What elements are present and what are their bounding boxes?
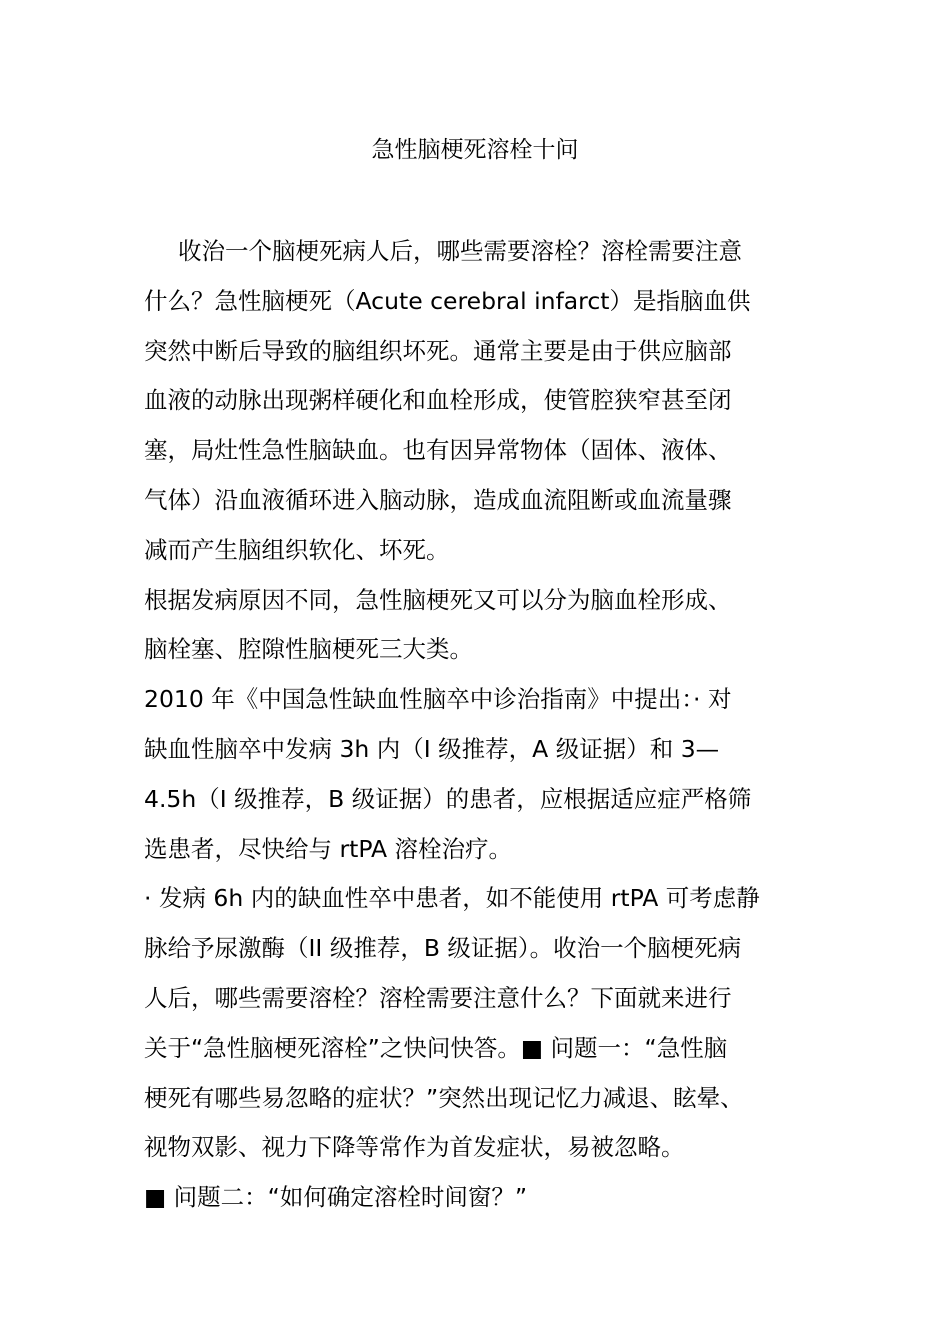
body-line: 收治一个脑梗死病人后，哪些需要溶栓？溶栓需要注意 (178, 237, 742, 265)
document-title: 急性脑梗死溶栓十问 (371, 137, 579, 163)
body-line: 4.5h（I 级推荐，B 级证据）的患者，应根据适应症严格筛 (144, 784, 752, 813)
body-line: 2010 年《中国急性缺血性脑卒中诊治指南》中提出：· 对 (144, 685, 732, 714)
body-line: 减而产生脑组织软化、坏死。 (144, 535, 450, 564)
body-line: 气体）沿血液循环进入脑动脉，造成血流阻断或血流量骤 (144, 485, 732, 514)
body-line: ■ 问题二：“如何确定溶栓时间窗？” (144, 1183, 528, 1212)
body-line: 关于“急性脑梗死溶栓”之快问快答。■ 问题一：“急性脑 (144, 1033, 728, 1062)
body-line: 血液的动脉出现粥样硬化和血栓形成，使管腔狭窄甚至闭 (144, 386, 732, 415)
body-line: 突然中断后导致的脑组织坏死。通常主要是由于供应脑部 (144, 336, 732, 365)
body-line: 塞，局灶性急性脑缺血。也有因异常物体（固体、液体、 (144, 436, 732, 465)
body-line: 什么？急性脑梗死（Acute cerebral infarct）是指脑血供 (144, 286, 751, 315)
body-line: 人后，哪些需要溶栓？溶栓需要注意什么？下面就来进行 (144, 983, 732, 1012)
body-line: 梗死有哪些易忽略的症状？”突然出现记忆力减退、眩晕、 (144, 1083, 744, 1112)
body-line: 视物双影、视力下降等常作为首发症状，易被忽略。 (144, 1133, 685, 1162)
body-line: 脉给予尿激酶（II 级推荐，B 级证据）。收治一个脑梗死病 (144, 934, 742, 963)
body-line: · 发病 6h 内的缺血性卒中患者，如不能使用 rtPA 可考虑静 (144, 884, 760, 913)
body-line: 根据发病原因不同，急性脑梗死又可以分为脑血栓形成、 (144, 585, 732, 614)
body-line: 缺血性脑卒中发病 3h 内（I 级推荐，A 级证据）和 3— (144, 734, 720, 763)
body-line: 选患者，尽快给与 rtPA 溶栓治疗。 (144, 834, 513, 863)
document-body (144, 227, 809, 1223)
body-line: 脑栓塞、腔隙性脑梗死三大类。 (144, 635, 473, 664)
